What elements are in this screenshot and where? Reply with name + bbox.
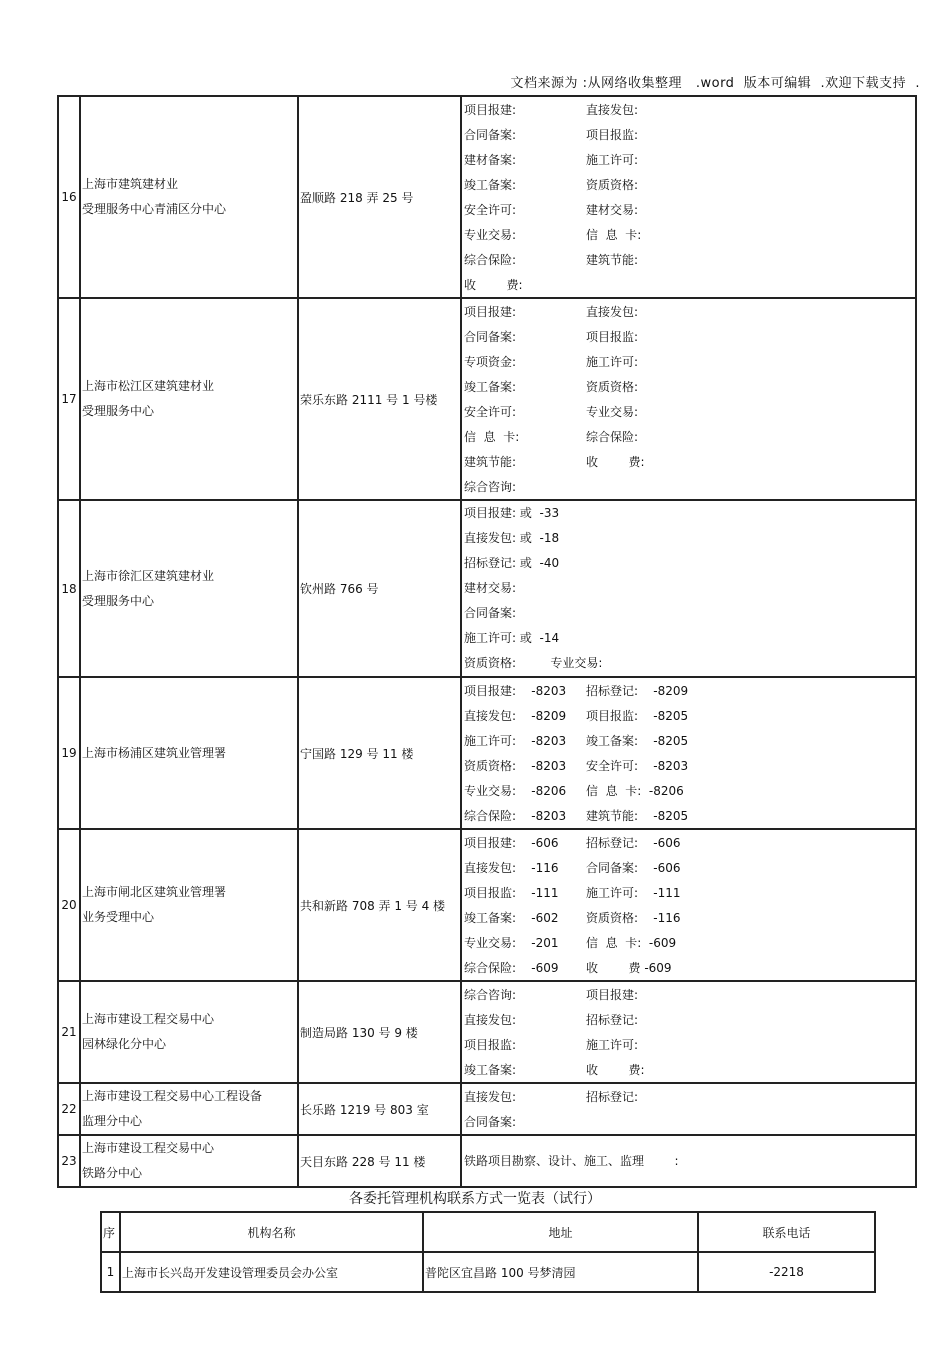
agency-name-line: 上海市闸北区建筑业管理署: [82, 885, 227, 899]
contact-line: [464, 1032, 913, 1057]
contact-info: [461, 500, 916, 677]
agency-name: [80, 500, 298, 677]
contact-item: 综合咨询:: [464, 480, 517, 494]
contact-line: [464, 324, 913, 349]
contact-item: 施工许可:: [586, 355, 639, 369]
contact-line: 合同备案:: [464, 606, 517, 620]
agency-name-line: 园林绿化分中心: [82, 1037, 167, 1051]
table-row: [58, 96, 916, 298]
table-row: [58, 981, 916, 1083]
agency-name: [80, 677, 298, 829]
contact-line: [464, 955, 913, 980]
contact-line: [464, 905, 913, 930]
contact-item: 施工许可: -8203: [464, 734, 567, 748]
contact-item: 专业交易: -201: [464, 936, 559, 950]
table-row: [58, 500, 916, 677]
contact-item: 项目报建:: [586, 988, 639, 1002]
contact-item: 专业交易:: [464, 228, 517, 242]
contact-item: 项目报建: -606: [464, 836, 559, 850]
contact-line: [464, 299, 913, 324]
contact-item: 项目报监: -111: [464, 886, 559, 900]
contact-item: 招标登记: -606: [586, 836, 681, 850]
contact-item: 建筑节能: -8205: [586, 809, 689, 823]
contact-item: 综合保险:: [586, 430, 639, 444]
row-number: 21: [58, 981, 80, 1083]
header-seq: 序: [101, 1212, 120, 1252]
agency-name-cell: 上海市长兴岛开发建设管理委员会办公室: [120, 1252, 423, 1292]
contact-line: [464, 172, 913, 197]
contact-item: 收 费:: [586, 455, 645, 469]
contact-line: [464, 1057, 913, 1082]
contact-line: [464, 247, 913, 272]
contact-info: [461, 829, 916, 981]
contact-line: [464, 803, 913, 828]
contact-item: 安全许可: -8203: [586, 759, 689, 773]
agency-name-line: 铁路分中心: [82, 1166, 143, 1180]
contact-item: 信 息 卡: -8206: [586, 784, 684, 798]
agency-name: [80, 298, 298, 500]
contact-info: [461, 1135, 916, 1187]
agency-name: [80, 829, 298, 981]
contact-item: 直接发包:: [586, 103, 639, 117]
contact-line: 招标登记: 或 -40: [464, 556, 560, 570]
agency-name-line: 上海市建设工程交易中心: [82, 1012, 215, 1026]
contact-item: 建筑节能:: [464, 455, 517, 469]
agency-name-line: 业务受理中心: [82, 910, 155, 924]
contact-item: 施工许可: -111: [586, 886, 681, 900]
agency-name-line: 受理服务中心: [82, 593, 155, 608]
contact-item: 收 费:: [586, 1063, 645, 1077]
agency-name-line: 上海市松江区建筑建材业: [82, 379, 215, 393]
contact-line: [464, 424, 913, 449]
row-number: 16: [58, 96, 80, 298]
contact-item: 施工许可:: [586, 1038, 639, 1052]
contact-item: 资质资格: -116: [586, 911, 681, 925]
contact-line: [464, 449, 913, 474]
contact-item: 竣工备案: -8205: [586, 734, 689, 748]
agency-name-line: 上海市建设工程交易中心工程设备: [82, 1089, 263, 1103]
agency-name: [80, 1083, 298, 1135]
agency-address: 盈顺路 218 弄 25 号: [298, 96, 461, 298]
contact-line: [464, 930, 913, 955]
contact-line: 项目报建: 或 -33: [464, 506, 560, 520]
contact-line: [464, 1007, 913, 1032]
contact-item: 招标登记: -8209: [586, 684, 689, 698]
contact-item: 直接发包: -8209: [464, 709, 567, 723]
contact-item: 项目报监:: [464, 1038, 517, 1052]
table-row: [58, 1135, 916, 1187]
table-row: [58, 1083, 916, 1135]
seq-cell: 1: [101, 1252, 120, 1292]
contact-item: 招标登记:: [586, 1013, 639, 1027]
contact-item: 专业交易:: [586, 405, 639, 419]
header-name: 机构名称: [120, 1212, 423, 1252]
header-phone: 联系电话: [698, 1212, 875, 1252]
contact-info: [461, 1083, 916, 1135]
contact-line: [464, 1109, 913, 1134]
agency-name-line: 上海市建筑建材业: [82, 177, 179, 191]
contact-item: 建材交易:: [586, 203, 639, 217]
address-cell: 普陀区宜昌路 100 号梦清园: [423, 1252, 698, 1292]
contact-item: 项目报监: -8205: [586, 709, 689, 723]
contact-item: 项目报建: -8203: [464, 684, 567, 698]
agency-name-line: 受理服务中心青浦区分中心: [82, 202, 227, 216]
contact-line: [464, 1084, 913, 1109]
header-address: 地址: [423, 1212, 698, 1252]
contact-item: 资质资格:: [586, 178, 639, 192]
agency-address: 天目东路 228 号 11 楼: [298, 1135, 461, 1187]
contact-line: [464, 778, 913, 803]
entrusted-agency-table: [100, 1211, 876, 1293]
contact-item: 收 费:: [464, 278, 523, 292]
contact-item: 安全许可:: [464, 405, 517, 419]
row-number: 18: [58, 500, 80, 677]
contact-item: 合同备案:: [464, 330, 517, 344]
contact-line: [464, 97, 913, 122]
contact-item: 合同备案:: [464, 128, 517, 142]
contact-item: 施工许可:: [586, 153, 639, 167]
agency-name-line: 上海市建设工程交易中心: [82, 1141, 215, 1155]
contact-item: 合同备案: -606: [586, 861, 681, 875]
contact-item: 项目报监:: [586, 330, 639, 344]
table-row: [58, 298, 916, 500]
contact-item: 招标登记:: [586, 1090, 639, 1104]
table-row: [58, 829, 916, 981]
contact-item: 建材备案:: [464, 153, 517, 167]
contact-item: 合同备案:: [464, 1115, 517, 1129]
agency-address: 荣乐东路 2111 号 1 号楼: [298, 298, 461, 500]
contact-line: [464, 753, 913, 778]
contact-item: 资质资格: -8203: [464, 759, 567, 773]
contact-item: 直接发包:: [464, 1013, 517, 1027]
row-number: 22: [58, 1083, 80, 1135]
contact-line: 铁路项目勘察、设计、施工、监理 :: [464, 1153, 679, 1168]
contact-line: [464, 830, 913, 855]
contact-line: [464, 222, 913, 247]
contact-item: 信 息 卡: -609: [586, 936, 677, 950]
contact-line: [464, 474, 913, 499]
agency-address: 制造局路 130 号 9 楼: [298, 981, 461, 1083]
header-note: 文档来源为 :从网络收集整理 .word 版本可编辑 .欢迎下载支持 .: [510, 76, 920, 91]
contact-item: 竣工备案: -602: [464, 911, 559, 925]
contact-item: 建筑节能:: [586, 253, 639, 267]
agency-name-line: 监理分中心: [82, 1114, 143, 1128]
subtable-header-row: [101, 1212, 875, 1252]
subtable-row: [101, 1252, 875, 1292]
agency-name: [80, 96, 298, 298]
agency-name: [80, 981, 298, 1083]
contact-line: [464, 399, 913, 424]
contact-item: 综合保险: -8203: [464, 809, 567, 823]
contact-item: 专业交易: -8206: [464, 784, 567, 798]
contact-item: 项目报监:: [586, 128, 639, 142]
contact-item: 综合咨询:: [464, 988, 517, 1002]
agency-address: 钦州路 766 号: [298, 500, 461, 677]
row-number: 23: [58, 1135, 80, 1187]
contact-item: 综合保险: -609: [464, 961, 559, 975]
contact-line: [464, 147, 913, 172]
contact-line: 直接发包: 或 -18: [464, 531, 560, 545]
agency-name-line: 上海市徐汇区建筑建材业: [82, 568, 215, 583]
agency-name-line: 上海市杨浦区建筑业管理署: [82, 745, 227, 760]
contact-item: 综合保险:: [464, 253, 517, 267]
contact-item: 直接发包: -116: [464, 861, 559, 875]
contact-line: [464, 982, 913, 1007]
agency-name: [80, 1135, 298, 1187]
table-row: [58, 677, 916, 829]
agency-address: 长乐路 1219 号 803 室: [298, 1083, 461, 1135]
contact-item: 专项资金:: [464, 355, 517, 369]
row-number: 20: [58, 829, 80, 981]
contact-item: 项目报建:: [464, 305, 517, 319]
contact-line: 建材交易:: [464, 581, 517, 595]
agency-table: [57, 95, 917, 1188]
contact-item: 直接发包:: [586, 305, 639, 319]
phone-cell: -2218: [698, 1252, 875, 1292]
agency-name-line: 受理服务中心: [82, 404, 155, 418]
contact-item: 资质资格:: [586, 380, 639, 394]
contact-item: 信 息 卡:: [464, 430, 520, 444]
contact-line: [464, 855, 913, 880]
contact-line: [464, 349, 913, 374]
contact-info: [461, 96, 916, 298]
contact-info: [461, 677, 916, 829]
contact-item: 竣工备案:: [464, 178, 517, 192]
contact-line: [464, 703, 913, 728]
contact-line: [464, 272, 913, 297]
contact-item: 直接发包:: [464, 1090, 517, 1104]
contact-line: [464, 197, 913, 222]
contact-item: 收 费 -609: [586, 961, 672, 975]
row-number: 17: [58, 298, 80, 500]
subtable-title: 各委托管理机构联系方式一览表（试行）: [349, 1191, 601, 1207]
contact-item: 竣工备案:: [464, 1063, 517, 1077]
contact-info: [461, 298, 916, 500]
contact-item: 项目报建:: [464, 103, 517, 117]
row-number: 19: [58, 677, 80, 829]
contact-info: [461, 981, 916, 1083]
contact-line: 资质资格: 专业交易:: [464, 656, 603, 670]
agency-address: 宁国路 129 号 11 楼: [298, 677, 461, 829]
agency-address: 共和新路 708 弄 1 号 4 楼: [298, 829, 461, 981]
contact-line: [464, 880, 913, 905]
contact-line: [464, 122, 913, 147]
contact-line: [464, 374, 913, 399]
contact-item: 信 息 卡:: [586, 228, 642, 242]
contact-item: 竣工备案:: [464, 380, 517, 394]
contact-line: [464, 728, 913, 753]
contact-line: 施工许可: 或 -14: [464, 631, 560, 645]
contact-line: [464, 678, 913, 703]
contact-item: 安全许可:: [464, 203, 517, 217]
